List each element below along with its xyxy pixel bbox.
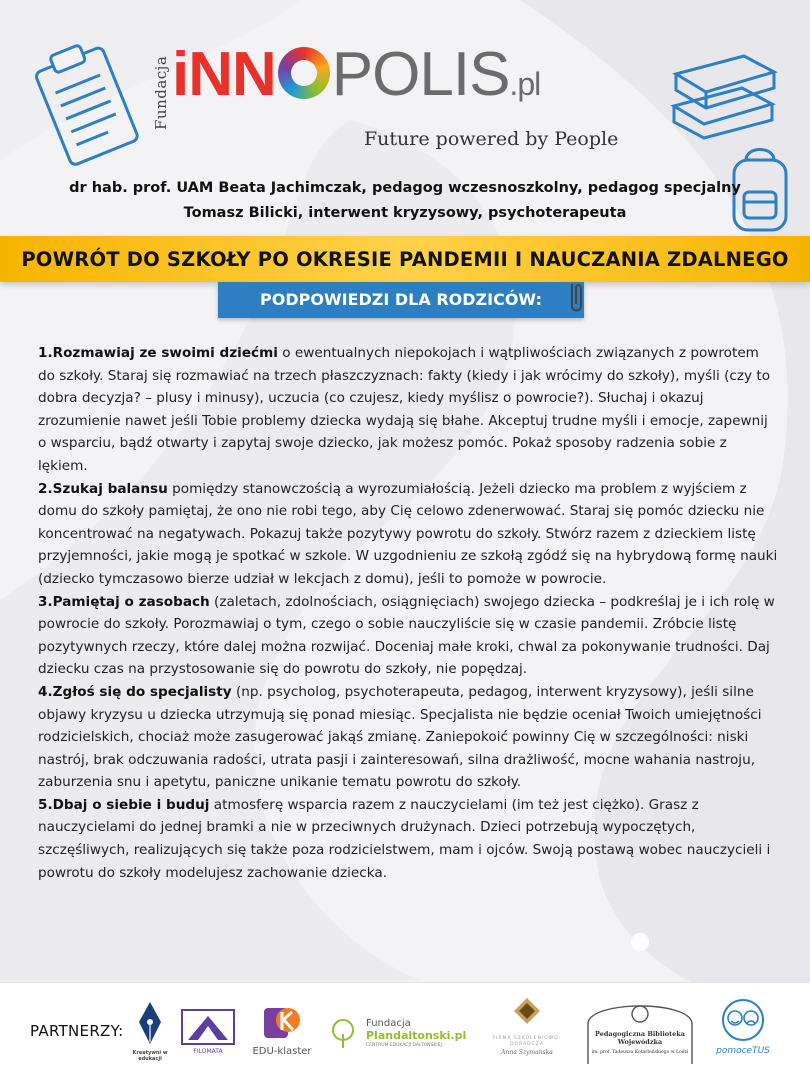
tip-1-heading: 1.Rozmawiaj ze swoimi dziećmi (38, 345, 278, 361)
partner-firma-caption: FIRMA SZKOLENIOWO-DORADCZA (492, 1036, 562, 1047)
tip-2-text: pomiędzy stanowczością a wyrozumiałością. Jeżeli dziecko ma problem z wyjściem z domu do szkoły pamiętaj, że ono nie robi tego, aby Cię celowo zdenerwować. Staraj się pomóc dziecku nie koncentrować na negatywach. Pokazuj także pozytywy powrotu do szkoły. Stwórz razem z dzieckiem listę przyjemności, jakie mogą je spotkać w szkole. W uzgodnieniu ze szkołą zgódź się na hybrydową formę nauki (dziecko tymczasowo bierze udział w lekcjach z domu), jeśli to pomoże w powrocie. (38, 480, 778, 587)
partner-kreatywni-caption: Kreatywni w edukacji (132, 1050, 168, 1062)
partner-pomocetus-caption: pomoceTUS (716, 1046, 770, 1056)
logo-polis: POLIS (331, 40, 510, 109)
faces-icon (716, 998, 770, 1042)
edu-klaster-logo-icon (262, 1002, 302, 1042)
pen-nib-icon (135, 1000, 165, 1046)
partner-biblioteka-name: Pedagogiczna Biblioteka Wojewódzka (595, 1030, 685, 1046)
tip-3-heading: 3.Pamiętaj o zasobach (38, 593, 210, 610)
tip-1-text: o ewentualnych niepokojach i wątpliwościach związanych z powrotem do szkoły. Staraj się rozmawiać na trzech płaszczyznach: fakty (kiedy i jak wrócimy do szkoły), myśli (czy to dobra decyzja? – plusy i minusy), uczucia (co czujesz, kiedy myślisz o powrocie?). Słuchaj i okazuj zrozumienie nawet jeśli Tobie problemy dziecka wydają się błahe. Akceptuj trudne myśli i emocje, zapewnij o wsparciu, bądź otwarty i zapytaj swoje dziecko, jak możesz pomóc. Pokaż sposoby radzenia sobie z lękiem. (38, 345, 771, 474)
tip-1 (38, 342, 780, 478)
tip-5-text: atmosferę wsparcia razem z nauczycielami (im też jest ciężko). Grasz z nauczycielami do jednej bramki a nie w przeciwnych drużynach. Dzieci potrzebują wypoczętych, szczęśliwych, realizujących się także poza rodzicielstwem, mam i ojców. Swoją postawą wobec nauczycieli i powrotu do szkoły modelujesz zachowanie dziecka. (38, 796, 771, 881)
logo-pl: .pl (509, 66, 541, 102)
author-2: Tomasz Bilicki, interwent kryzysowy, psychoterapeuta (183, 205, 627, 221)
partner-dalton-sub: CENTRUM EDUKACJI DALTOŃSKIEJ (366, 1043, 442, 1048)
author-1: dr hab. prof. UAM Beata Jachimczak, pedagog wczesnoszkolny, pedagog specjalny (69, 180, 741, 196)
tip-5-heading: 5.Dbaj o siebie i buduj (38, 796, 210, 813)
logo-tagline: Future powered by People (364, 128, 619, 150)
subtitle-ribbon: PODPOWIEDZI DLA RODZICÓW: (218, 282, 584, 318)
partner-dalton-main: Plandaltonski.pl (366, 1029, 467, 1042)
page-title: POWRÓT DO SZKOŁY PO OKRESIE PANDEMII I NAUCZANIA ZDALNEGO (21, 248, 789, 271)
logo-o-ring (278, 47, 330, 99)
partner-dalton-top: Fundacja (366, 1018, 411, 1029)
paperclip-icon (566, 280, 586, 314)
logo-fundacja: Fundacja (152, 55, 170, 130)
tip-4 (38, 681, 780, 794)
books-icon (664, 44, 784, 140)
tip-4-text: (np. psycholog, psychoterapeuta, pedagog, interwent kryzysowy), jeśli silne objawy kryzysu u dziecka utrzymują się ponad miesiąc. Specjalista nie będzie oceniał Twoich umiejętności rodzicielskich, chociaż może zasugerować jakąś zmianę. Zaniepokoić powinny Cię w szczególności: niski nastrój, brak odczuwania radości, utrata pasji i zainteresowań, silna drażliwość, mocne wahania nastroju, zaburzenia snu i apetytu, paniczne unikanie tematu powrotu do szkoły. (38, 683, 762, 791)
filomata-logo-icon (180, 1008, 236, 1050)
partner-biblioteka-sub: im. prof. Tadeusza Kotarbińskiego w Łodzi (591, 1050, 689, 1055)
tip-5 (38, 794, 780, 884)
tip-2 (38, 478, 780, 591)
partner-filomata-caption: FILOMATA (193, 1048, 223, 1055)
tree-icon (326, 1018, 360, 1050)
tips-list (38, 342, 780, 884)
partner-edu-klaster-caption: EDU-klaster (252, 1046, 312, 1057)
partner-edu-klaster (250, 1002, 314, 1057)
tip-3-text: (zaletach, zdolnościach, osiągnięciach) swojego dziecka – podkreślaj je i ich rolę w powrocie do szkoły. Porozmawiaj o tym, czego o sobie nauczyliście się w czasie pandemii. Zróbcie listę pozytywnych rzeczy, które dalej można rozwijać. Doceniaj małe kroki, chwal za pokonywanie trudności. Daj dziecku czas na przystosowanie się do powrotu do szkoły, nie popędzaj. (38, 593, 775, 678)
logo-wordmark (172, 40, 541, 109)
logo-inn: iNN (172, 40, 276, 109)
clipboard-icon (32, 34, 142, 174)
firma-emblem-icon (512, 996, 542, 1026)
innopolis-logo (150, 40, 650, 154)
partner-firma (482, 996, 572, 1058)
partner-kreatywni (128, 1000, 172, 1062)
partner-pomocetus (710, 998, 776, 1056)
tip-4-heading: 4.Zgłoś się do specjalisty (38, 683, 232, 700)
partner-filomata (180, 1008, 236, 1055)
partners-label: PARTNERZY: (30, 1022, 124, 1040)
partner-firma-signature: Anna Szymańska (501, 1049, 553, 1056)
authors (0, 176, 810, 226)
tip-3 (38, 591, 780, 681)
tip-2-heading: 2.Szukaj balansu (38, 480, 168, 497)
